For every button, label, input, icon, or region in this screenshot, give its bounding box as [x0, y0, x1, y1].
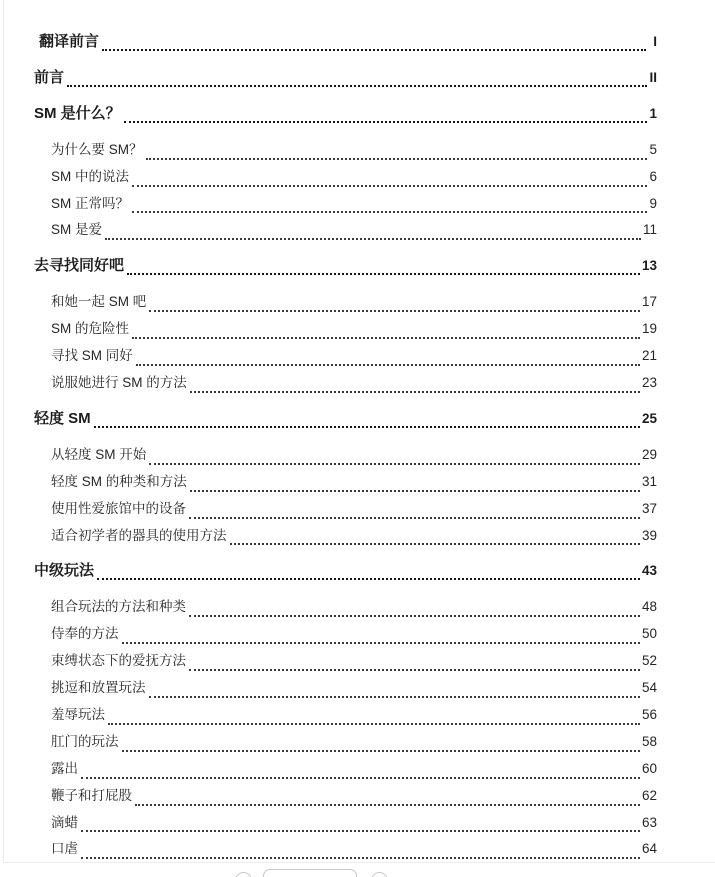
toc-entry-label: 寻找 SM 同好: [51, 348, 133, 364]
toc-page-number: 1: [649, 105, 657, 121]
toc-entry-label: 说服她进行 SM 的方法: [51, 374, 187, 390]
toc-entry-label: 挑逗和放置玩法: [51, 680, 146, 696]
toc-page-number: 11: [642, 222, 657, 238]
toc-entry-label: 前言: [34, 68, 65, 86]
dotted-leader: [81, 830, 640, 832]
toc-entry[interactable]: [34, 523, 657, 550]
dotted-leader: [132, 211, 647, 213]
toc-entry[interactable]: [34, 137, 657, 164]
dotted-leader: [132, 185, 647, 187]
dotted-leader: [105, 238, 641, 240]
toc-page-number: 17: [641, 294, 657, 310]
toc-page-number: 23: [641, 374, 657, 390]
toc-entry-label: 口虐: [51, 841, 78, 857]
toc-entry-label: SM 正常吗？: [51, 195, 130, 211]
toc-page-number: 37: [641, 500, 657, 516]
toc-page-number: 52: [641, 653, 657, 669]
toc-entry-label: SM 的危险性: [51, 321, 130, 337]
toc-page-number: 63: [641, 814, 657, 830]
toc-entry[interactable]: [34, 729, 657, 756]
toc-page-number: 58: [641, 733, 657, 749]
toc-entry[interactable]: [34, 343, 657, 370]
toc-entry[interactable]: [34, 621, 657, 648]
toc-entry-label: 轻度 SM 的种类和方法: [51, 473, 187, 489]
pager-bar: [0, 863, 715, 877]
dotted-leader: [132, 337, 640, 339]
dotted-leader: [190, 490, 640, 492]
toc-page-number: 56: [641, 706, 657, 722]
toc-entry[interactable]: [34, 65, 657, 92]
dotted-leader: [124, 121, 648, 123]
toc-entry[interactable]: [34, 496, 657, 523]
document-page: [3, 0, 715, 863]
toc-page-number: 21: [641, 348, 657, 364]
dotted-leader: [136, 364, 640, 366]
next-page-button[interactable]: [371, 872, 388, 877]
toc-page-number: 19: [641, 321, 657, 337]
toc-page-number: 13: [641, 258, 657, 274]
toc-entry[interactable]: [34, 558, 657, 585]
dotted-leader: [190, 391, 640, 393]
toc-entry-label: 翻译前言: [39, 33, 100, 50]
toc-entry-label: 和她一起 SM 吧: [51, 294, 147, 310]
toc-entry-label: 鞭子和打屁股: [51, 787, 132, 803]
dotted-leader: [230, 543, 640, 545]
toc-entry-label: 滴蜡: [51, 814, 78, 830]
toc-entry[interactable]: [34, 217, 657, 244]
toc-entry-label: SM 是什么？: [34, 104, 121, 122]
toc-entry[interactable]: [34, 289, 657, 316]
toc-entry-label: SM 中的说法: [51, 168, 130, 184]
toc-entry-label: 中级玩法: [34, 562, 95, 580]
toc-page-number: 31: [641, 473, 657, 489]
dotted-leader: [108, 723, 640, 725]
toc-entry-label: 为什么要 SM？: [51, 141, 143, 157]
toc-page-number: 9: [649, 195, 657, 211]
toc-page-number: 62: [641, 787, 657, 803]
toc-entry[interactable]: [34, 406, 657, 433]
dotted-leader: [127, 273, 640, 275]
toc-page-number: I: [653, 34, 657, 49]
toc-entry-label: 羞辱玩法: [51, 706, 105, 722]
toc-page-number: 43: [641, 563, 657, 579]
dotted-leader: [97, 578, 640, 580]
toc-entry[interactable]: [34, 442, 657, 469]
toc-page-number: 29: [641, 446, 657, 462]
dotted-leader: [189, 669, 640, 671]
dotted-leader: [146, 158, 648, 160]
toc-entry[interactable]: [34, 101, 657, 128]
toc-page-number: 54: [641, 680, 657, 696]
toc-entry[interactable]: [34, 164, 657, 191]
toc-entry[interactable]: [34, 370, 657, 397]
toc-entry[interactable]: [34, 756, 657, 783]
toc-entry-label: 去寻找同好吧: [34, 257, 125, 275]
toc-entry[interactable]: [34, 316, 657, 343]
toc-entry[interactable]: [34, 191, 657, 218]
toc-page-number: 39: [641, 527, 657, 543]
toc-list: [4, 0, 715, 863]
dotted-leader: [149, 310, 640, 312]
dotted-leader: [122, 750, 640, 752]
toc-entry-label: 使用性爱旅馆中的设备: [51, 500, 186, 516]
toc-entry-label: 从轻度 SM 开始: [51, 446, 147, 462]
dotted-leader: [135, 804, 640, 806]
toc-entry[interactable]: [34, 594, 657, 621]
toc-entry-label: 适合初学者的器具的使用方法: [51, 527, 227, 543]
dotted-leader: [94, 426, 640, 428]
toc-page-number: 6: [649, 168, 657, 184]
dotted-leader: [81, 777, 640, 779]
toc-entry-label: 组合玩法的方法和种类: [51, 599, 186, 615]
toc-entry[interactable]: [34, 29, 657, 56]
toc-page-number: 50: [641, 626, 657, 642]
toc-entry[interactable]: [34, 783, 657, 810]
prev-page-button[interactable]: [235, 872, 252, 877]
dotted-leader: [189, 517, 640, 519]
toc-entry-label: 轻度 SM: [34, 409, 91, 427]
toc-entry-label: 露出: [51, 760, 78, 776]
toc-entry[interactable]: [34, 469, 657, 496]
toc-entry-label: 肛门的玩法: [51, 733, 119, 749]
toc-page-number: II: [649, 69, 657, 85]
toc-page-number: 48: [641, 599, 657, 615]
dotted-leader: [67, 85, 647, 87]
dotted-leader: [189, 615, 640, 617]
toc-page-number: 25: [641, 410, 657, 426]
dotted-leader: [102, 49, 646, 51]
toc-page-number: 5: [649, 141, 657, 157]
page-number-input[interactable]: [263, 869, 357, 877]
toc-entry-label: 侍奉的方法: [51, 626, 119, 642]
toc-entry[interactable]: [34, 253, 657, 280]
toc-entry[interactable]: [34, 648, 657, 675]
dotted-leader: [149, 696, 640, 698]
dotted-leader: [81, 857, 640, 859]
dotted-leader: [149, 463, 640, 465]
dotted-leader: [122, 642, 640, 644]
toc-entry[interactable]: [34, 810, 657, 837]
toc-page-number: 60: [641, 760, 657, 776]
toc-entry[interactable]: [34, 675, 657, 702]
toc-page-number: 64: [641, 841, 657, 857]
toc-entry-label: SM 是爱: [51, 222, 103, 238]
toc-entry[interactable]: [34, 836, 657, 863]
toc-entry[interactable]: [34, 702, 657, 729]
toc-entry-label: 束缚状态下的爱抚方法: [51, 653, 186, 669]
